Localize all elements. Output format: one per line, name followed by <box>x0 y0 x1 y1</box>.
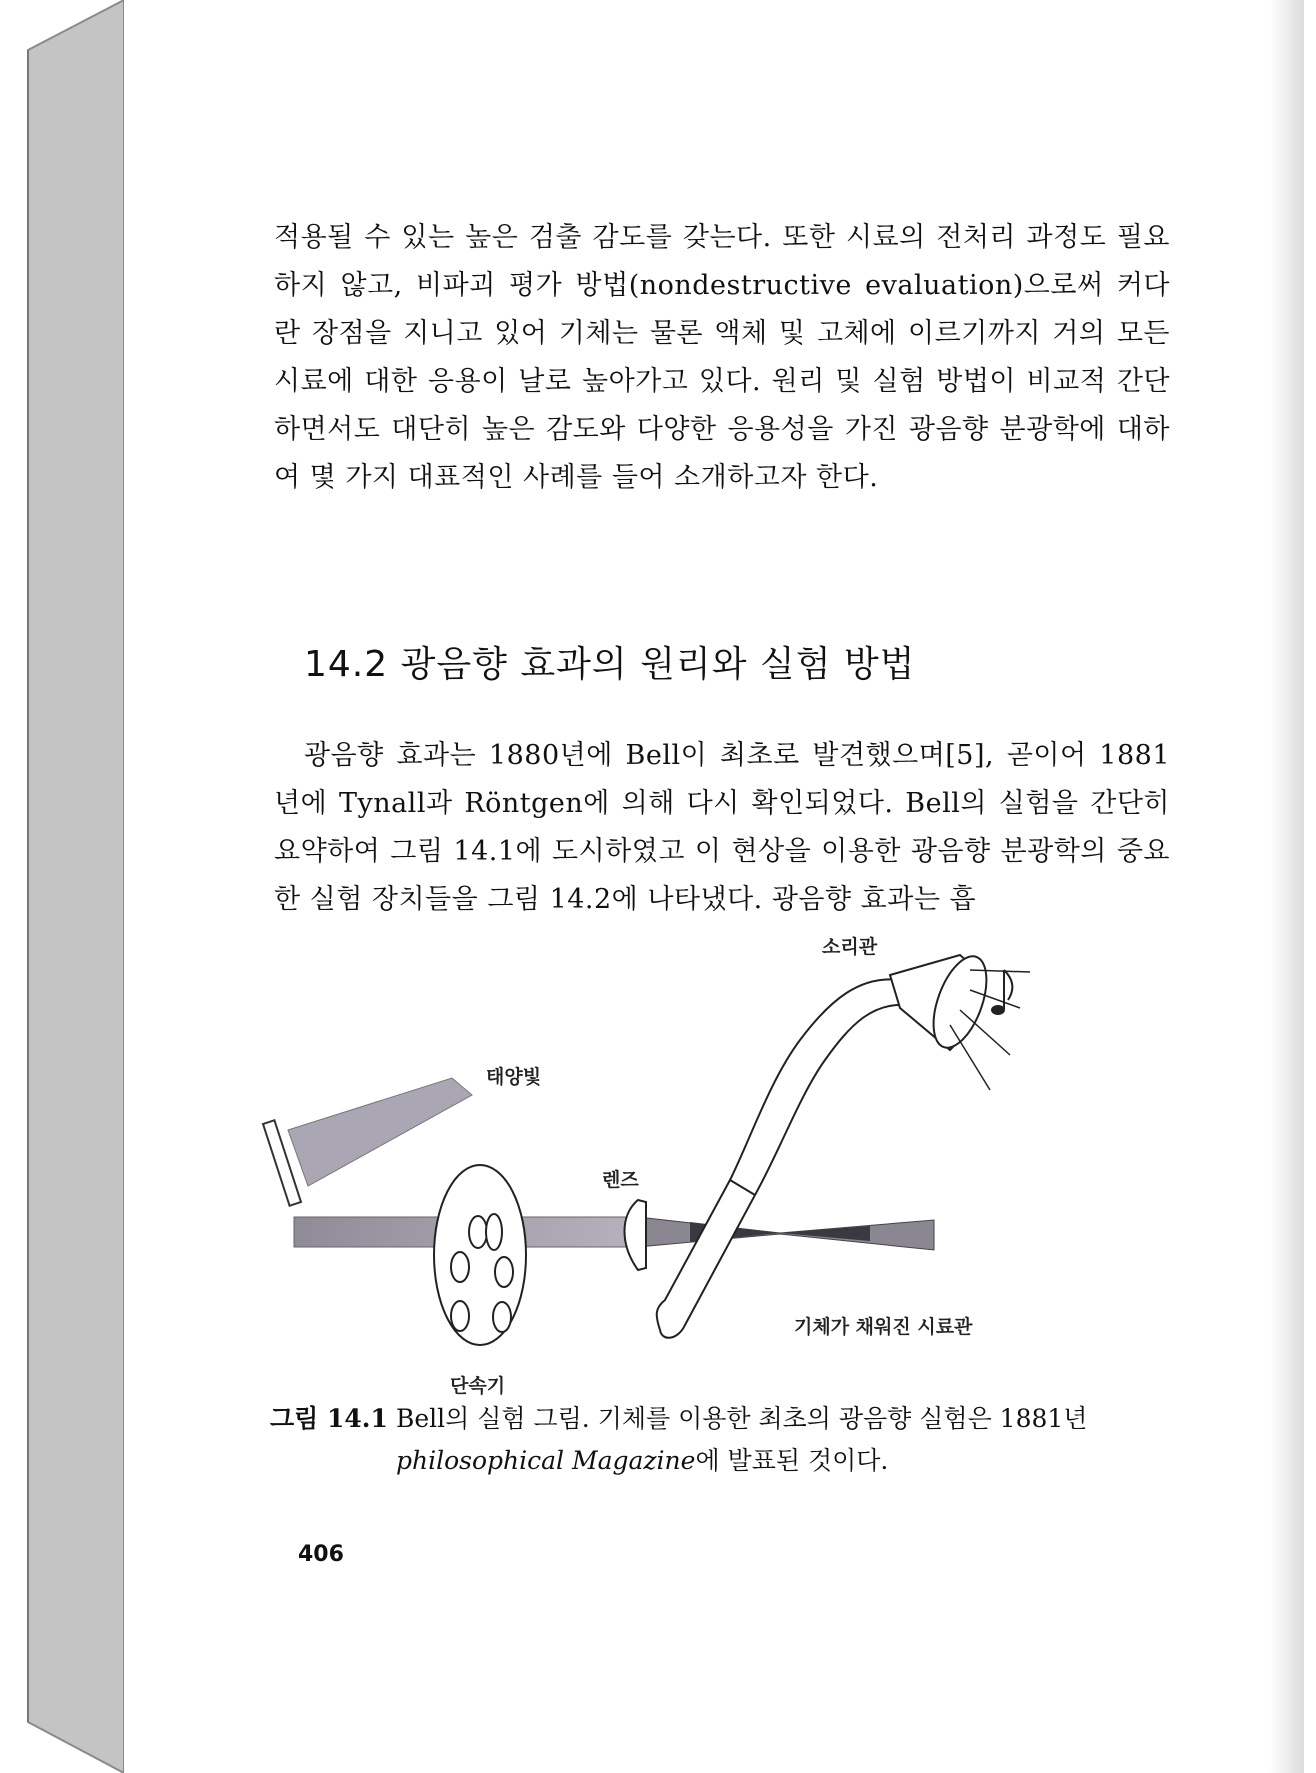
chopper-disk <box>434 1165 526 1345</box>
body-paragraph: 적용될 수 있는 높은 검출 감도를 갖는다. 또한 시료의 전처리 과정도 필요하지 않고, 비파괴 평가 방법(nondestructive evaluation)으로써 커다란 장점을 지니고 있어 기체는 물론 액체 및 고체에 이르기까지 거의 모든 시료에 대한 응용이 날로 높아가고 있다. 원리 및 실험 방법이 비교적 간단하면서도 대단히 높은 감도와 다양한 응용성을 가진 광음향 분광학에 대하여 몇 가지 대표적인 사례를 들어 소개하고자 한다. <box>274 222 1170 493</box>
music-note-icon <box>991 970 1012 1015</box>
caption-text: Bell의 실험 그림. 기체를 이용한 최초의 광음향 실험은 1881년 <box>396 1404 1088 1433</box>
label-lens: 렌즈 <box>602 1169 639 1191</box>
section-heading: 14.2 광음향 효과의 원리와 실험 방법 <box>304 644 916 685</box>
figure-illustration <box>260 930 1200 1390</box>
body-paragraph: 광음향 효과는 1880년에 Bell이 최초로 발견했으며[5], 곧이어 1881년에 Tynall과 Röntgen에 의해 다시 확인되었다. Bell의 실험을 간단히 요약하여 그림 14.1에 도시하였고 이 현상을 이용한 광음향 분광학의 중요한 실험 장치들을 그림 14.2에 나타냈다. 광음향 효과는 흡 <box>274 740 1170 915</box>
page-shadow <box>1270 0 1304 1773</box>
label-sample-tube: 기체가 채워진 시료관 <box>794 1316 973 1338</box>
caption-text-rest: 에 발표된 것이다. <box>695 1446 889 1475</box>
label-chopper: 단속기 <box>450 1375 506 1397</box>
caption-journal: philosophical Magazine <box>396 1446 696 1475</box>
figure-caption <box>270 1398 1170 1482</box>
lens <box>625 1200 647 1270</box>
sound-tube <box>657 979 908 1337</box>
label-sunlight: 태양빛 <box>486 1066 542 1088</box>
label-sound-tube: 소리관 <box>822 936 878 958</box>
page-number: 406 <box>298 1542 344 1567</box>
sunlight-beam <box>288 1078 472 1186</box>
caption-number: 그림 14.1 <box>270 1404 388 1433</box>
bell-experiment-figure <box>260 930 1200 1397</box>
